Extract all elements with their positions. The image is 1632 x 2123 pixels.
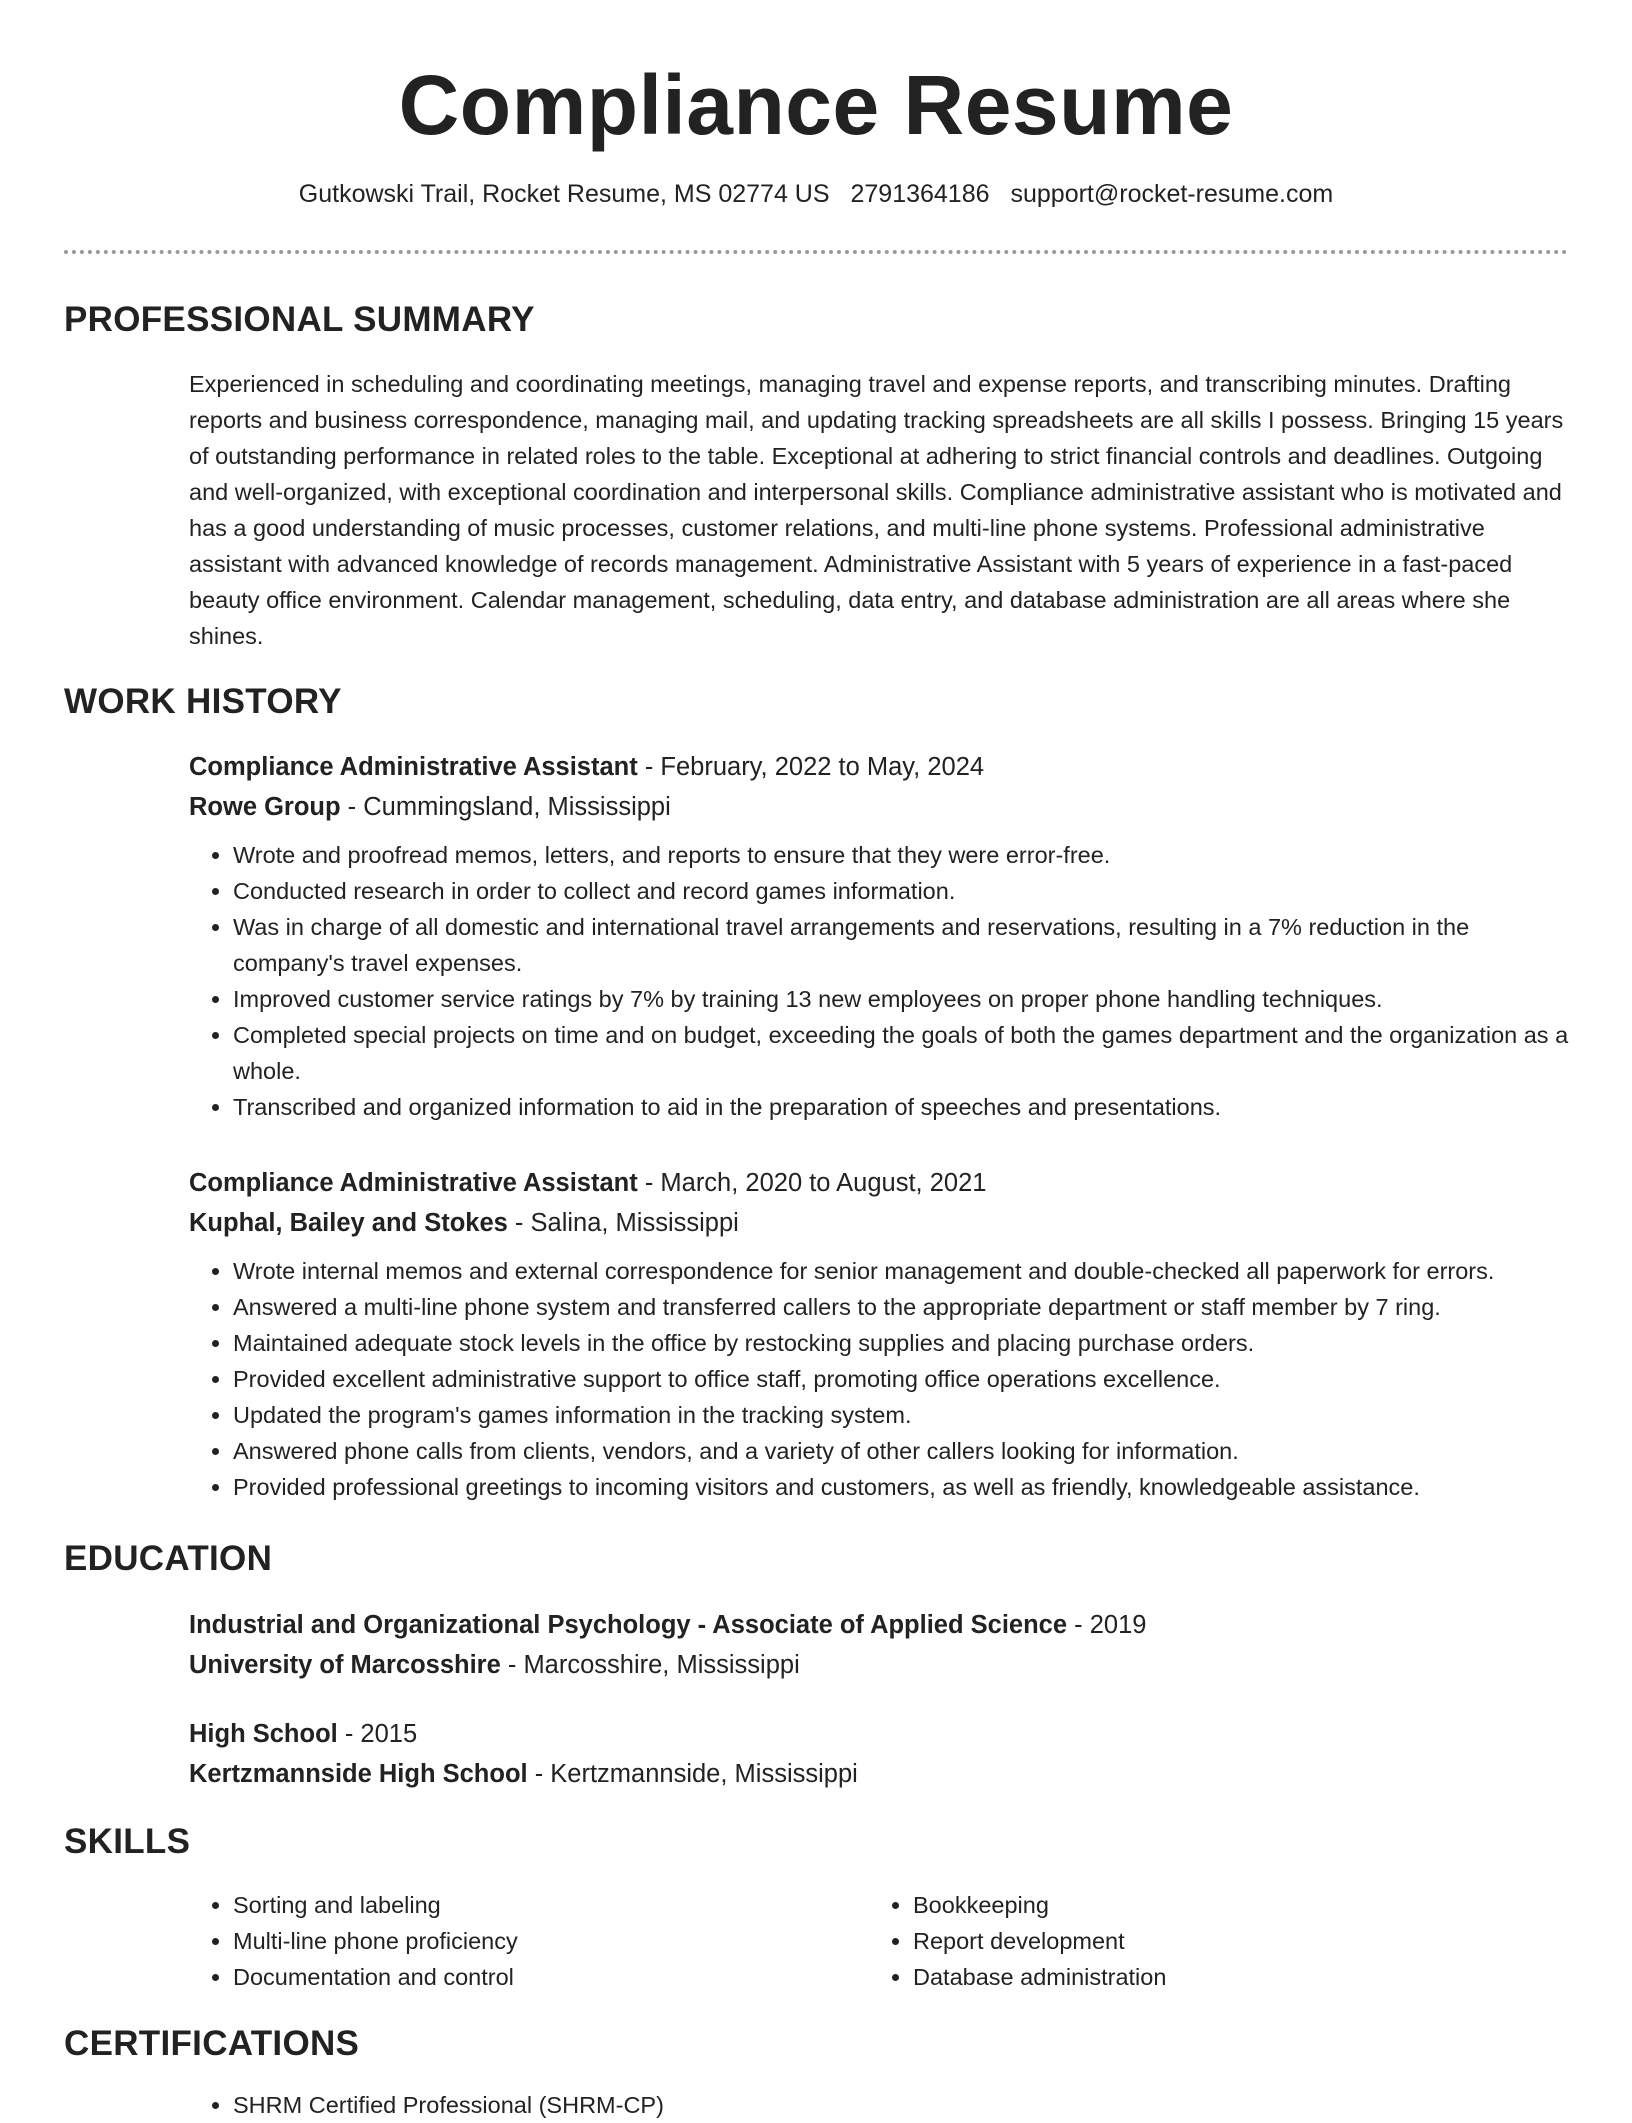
degree-line (189, 1714, 1569, 1754)
certifications-list (189, 2087, 1569, 2123)
job-title-line (189, 1163, 1569, 1203)
degree-year: - 2019 (1067, 1611, 1147, 1639)
job-dates: - February, 2022 to May, 2024 (637, 753, 985, 781)
school-line (189, 1754, 1569, 1794)
list-item: • Completed special projects on time and on budget, exceeding the goals of both the games department and the organization as a whole. (233, 1017, 1569, 1089)
list-item: • Provided excellent administrative support to office staff, promoting office operations excellence. (233, 1361, 1569, 1397)
job-location: - Salina, Mississippi (507, 1209, 739, 1237)
job-entry (189, 747, 1569, 1125)
degree-name: Industrial and Organizational Psychology - Associate of Applied Science (189, 1611, 1068, 1639)
list-item: • Transcribed and organized information to aid in the preparation of speeches and presentations. (233, 1089, 1569, 1125)
school-line (189, 1645, 1569, 1685)
list-item: • Conducted research in order to collect and record games information. (233, 873, 1569, 909)
degree-name: High School (189, 1720, 338, 1748)
work-history-heading: WORK HISTORY (64, 682, 342, 721)
list-item: • Database administration (913, 1959, 1549, 1995)
job-entry (189, 1163, 1569, 1505)
list-item: • Wrote internal memos and external correspondence for senior management and double-checked all paperwork for errors. (233, 1253, 1569, 1289)
header-divider (64, 250, 1568, 254)
school-name: Kertzmannside High School (189, 1760, 528, 1788)
list-item: • Provided professional greetings to incoming visitors and customers, as well as friendly, knowledgeable assistance. (233, 1469, 1569, 1505)
degree-year: - 2015 (337, 1720, 418, 1748)
job-company: Rowe Group (189, 793, 341, 821)
list-item: • Maintained adequate stock levels in the office by restocking supplies and placing purchase orders. (233, 1325, 1569, 1361)
job-duties-list (189, 837, 1569, 1125)
list-item: • Updated the program's games information in the tracking system. (233, 1397, 1569, 1433)
certifications-block (189, 2087, 1569, 2123)
list-item: • Sorting and labeling (233, 1887, 869, 1923)
skills-list-right (869, 1887, 1549, 1995)
list-item: • Answered phone calls from clients, vendors, and a variety of other callers looking for information. (233, 1433, 1569, 1469)
job-title: Compliance Administrative Assistant (189, 1169, 638, 1197)
certifications-heading: CERTIFICATIONS (64, 2024, 360, 2063)
job-company: Kuphal, Bailey and Stokes (189, 1209, 508, 1237)
job-duties-list (189, 1253, 1569, 1505)
list-item: • Improved customer service ratings by 7% by training 13 new employees on proper phone handling techniques. (233, 981, 1569, 1017)
list-item: • Bookkeeping (913, 1887, 1549, 1923)
skills-grid (189, 1887, 1569, 1995)
degree-line (189, 1605, 1569, 1645)
list-item: • Multi-line phone proficiency (233, 1923, 869, 1959)
summary-heading: PROFESSIONAL SUMMARY (64, 300, 535, 339)
contact-email[interactable]: support@rocket-resume.com (1010, 180, 1334, 208)
job-company-line (189, 1203, 1569, 1243)
school-location: - Marcosshire, Mississippi (500, 1651, 800, 1679)
education-entry (189, 1714, 1569, 1794)
job-location: - Cummingsland, Mississippi (340, 793, 671, 821)
school-name: University of Marcosshire (189, 1651, 501, 1679)
list-item: • Was in charge of all domestic and international travel arrangements and reservations, resulting in a 7% reduction in the company's travel expenses. (233, 909, 1569, 981)
job-company-line (189, 787, 1569, 827)
list-item: • Documentation and control (233, 1959, 869, 1995)
school-location: - Kertzmannside, Mississippi (527, 1760, 858, 1788)
list-item: • Wrote and proofread memos, letters, and reports to ensure that they were error-free. (233, 837, 1569, 873)
resume-title: Compliance Resume (398, 58, 1234, 152)
education-entry (189, 1605, 1569, 1685)
job-title: Compliance Administrative Assistant (189, 753, 638, 781)
list-item: • SHRM Certified Professional (SHRM-CP) (233, 2087, 1569, 2123)
summary-text: Experienced in scheduling and coordinating meetings, managing travel and expense reports, and transcribing minutes. Drafting reports and business correspondence, managing mail, and updating tracking spreadsheets are all skills I possess. Bringing 15 years of outstanding performance in related roles to the table. Exceptional at adhering to strict financial controls and deadlines. Outgoing and well-organized, with exceptional coordination and interpersonal skills. Compliance administrative assistant who is motivated and has a good understanding of music processes, customer relations, and multi-line phone systems. Professional administrative assistant with advanced knowledge of records management. Administrative Assistant with 5 years of experience in a fast-paced beauty office environment. Calendar management, scheduling, data entry, and database administration are all areas where she shines. (189, 371, 1564, 649)
education-heading: EDUCATION (64, 1539, 273, 1578)
contact-phone: 2791364186 (850, 180, 990, 208)
list-item: • Report development (913, 1923, 1549, 1959)
contact-line (64, 177, 1568, 211)
job-title-line (189, 747, 1569, 787)
skills-list-left (189, 1887, 869, 1995)
contact-address: Gutkowski Trail, Rocket Resume, MS 02774 US (298, 180, 830, 208)
job-dates: - March, 2020 to August, 2021 (637, 1169, 987, 1197)
skills-heading: SKILLS (64, 1822, 191, 1861)
resume-page (64, 0, 1569, 2118)
list-item: • Answered a multi-line phone system and transferred callers to the appropriate department or staff member by 7 ring. (233, 1289, 1569, 1325)
